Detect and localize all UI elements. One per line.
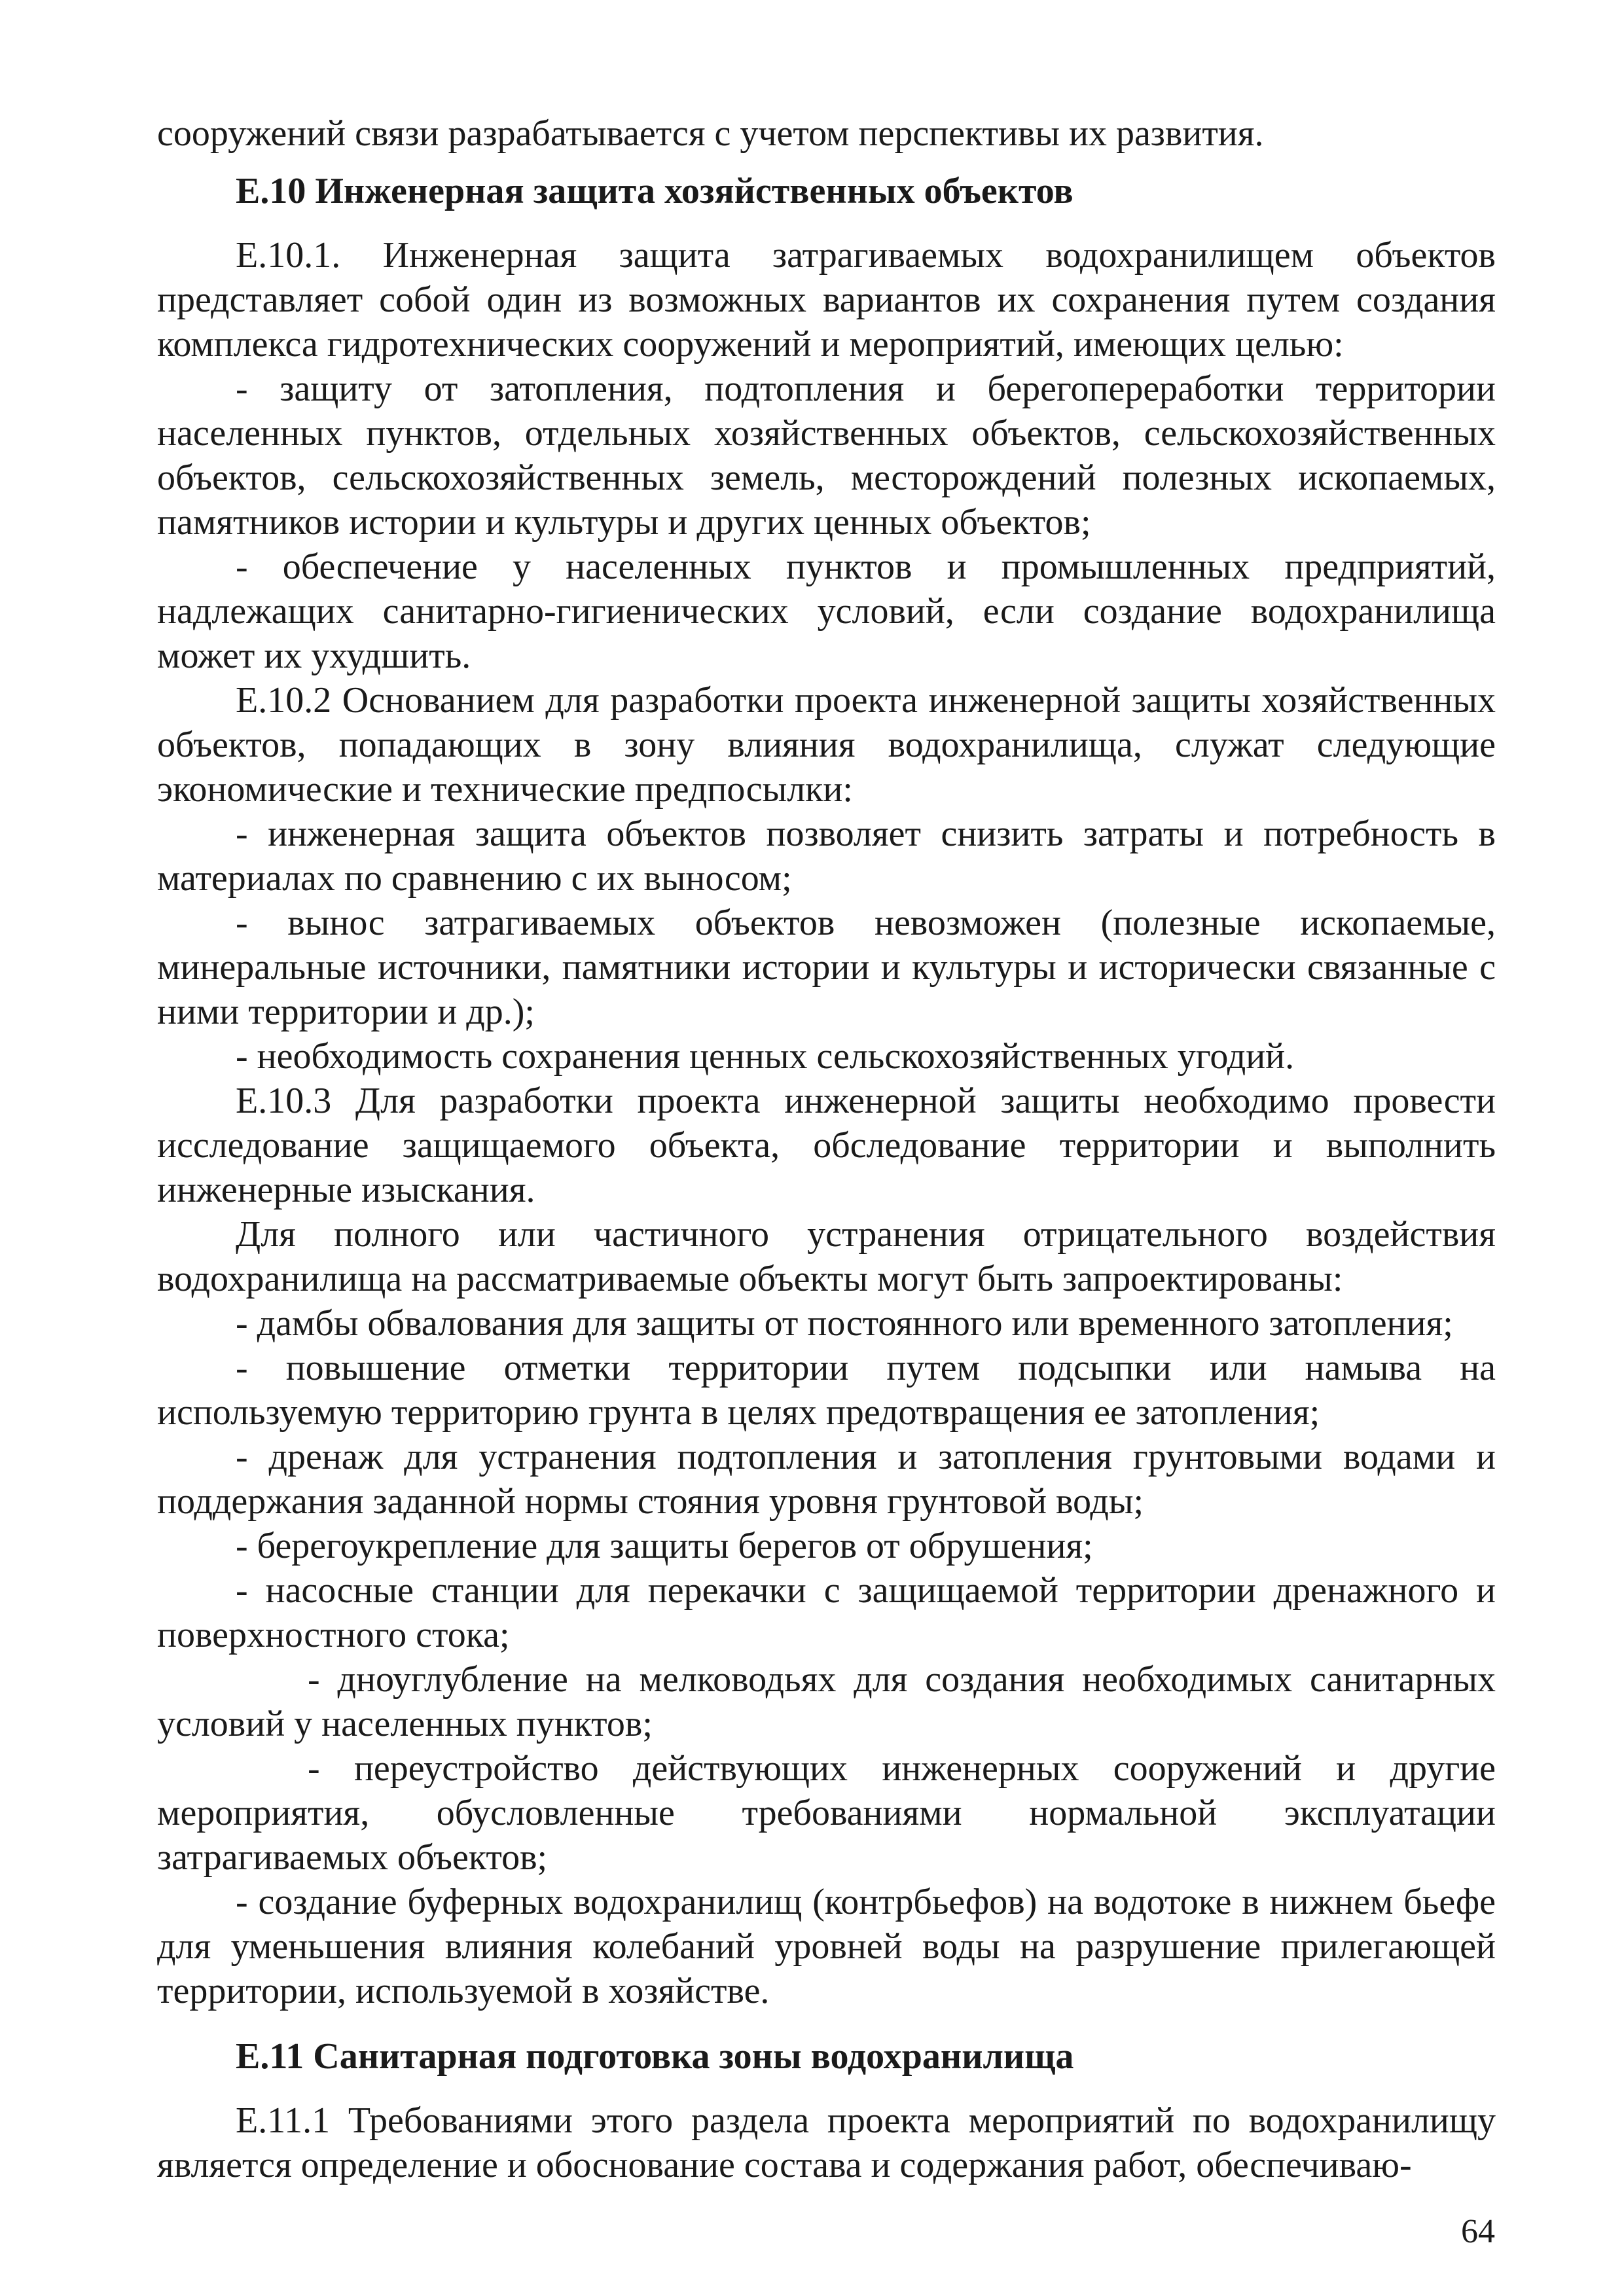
paragraph-e10-2: Е.10.2 Основанием для разработки проекта инженерной защиты хозяйственных объектов, попадающих в зону влияния водохранилища, служат следующие экономические и технические предпосылки: — [157, 680, 1496, 810]
list-item: - переустройство действующих инженерных сооружений и другие мероприятия, обусловленные требованиями нормальной эксплуатации затрагиваемых объектов; — [157, 1748, 1496, 1878]
paragraph-e10-measures: Для полного или частичного устранения отрицательного воздействия водохранилища на рассматриваемые объекты могут быть запроектированы: — [157, 1214, 1496, 1299]
list-item: - дноуглубление на мелководьях для создания необходимых санитарных условий у населенных пунктов; — [157, 1659, 1496, 1744]
paragraph-e11-1: Е.11.1 Требованиями этого раздела проекта мероприятий по водохранилищу является определение и обоснование состава и содержания работ, обеспечиваю- — [157, 2100, 1496, 2185]
list-item: - дамбы обвалования для защиты от постоянного или временного затопления; — [236, 1303, 1453, 1344]
list-item: - инженерная защита объектов позволяет снизить затраты и потребность в материалах по сравнению с их выносом; — [157, 814, 1496, 899]
list-item: - дренаж для устранения подтопления и затопления грунтовыми водами и поддержания заданной нормы стояния уровня грунтовой воды; — [157, 1437, 1496, 1522]
list-item: - создание буферных водохранилищ (контрбьефов) на водотоке в нижнем бьефе для уменьшения влияния колебаний уровней воды на разрушение прилегающей территории, используемой в хозяйстве. — [157, 1882, 1496, 2011]
list-item: - защиту от затопления, подтопления и берегопереработки территории населенных пунктов, отдельных хозяйственных объектов, сельскохозяйственных объектов, сельскохозяйственных земель, месторождений полезных ископаемых, памятников истории и культуры и других ценных объектов; — [157, 368, 1496, 543]
document-page — [157, 111, 1496, 2187]
list-item: - обеспечение у населенных пунктов и промышленных предприятий, надлежащих санитарно-гигиенических условий, если создание водохранилища может их ухудшить. — [157, 547, 1496, 676]
paragraph-e10-3: Е.10.3 Для разработки проекта инженерной защиты необходимо провести исследование защищаемого объекта, обследование территории и выполнить инженерные изыскания. — [157, 1081, 1496, 1210]
list-item: - насосные станции для перекачки с защищаемой территории дренажного и поверхностного стока; — [157, 1570, 1496, 1655]
page-number: 64 — [1461, 2213, 1495, 2250]
list-item: - необходимость сохранения ценных сельскохозяйственных угодий. — [236, 1036, 1295, 1077]
list-item: - вынос затрагиваемых объектов невозможен (полезные ископаемые, минеральные источники, памятники истории и культуры и исторически связанные с ними территории и др.); — [157, 903, 1496, 1032]
section-heading-e11: Е.11 Санитарная подготовка зоны водохранилища — [236, 2036, 1074, 2077]
list-item: - повышение отметки территории путем подсыпки или намыва на используемую территорию грунта в целях предотвращения ее затопления; — [157, 1348, 1496, 1433]
lead-paragraph: сооружений связи разрабатывается с учетом перспективы их развития. — [157, 113, 1264, 154]
list-item: - берегоукрепление для защиты берегов от обрушения; — [236, 1526, 1093, 1566]
section-heading-e10: Е.10 Инженерная защита хозяйственных объектов — [236, 171, 1074, 211]
paragraph-e10-1: Е.10.1. Инженерная защита затрагиваемых водохранилищем объектов представляет собой один из возможных вариантов их сохранения путем создания комплекса гидротехнических сооружений и мероприятий, имеющих целью: — [157, 235, 1496, 365]
